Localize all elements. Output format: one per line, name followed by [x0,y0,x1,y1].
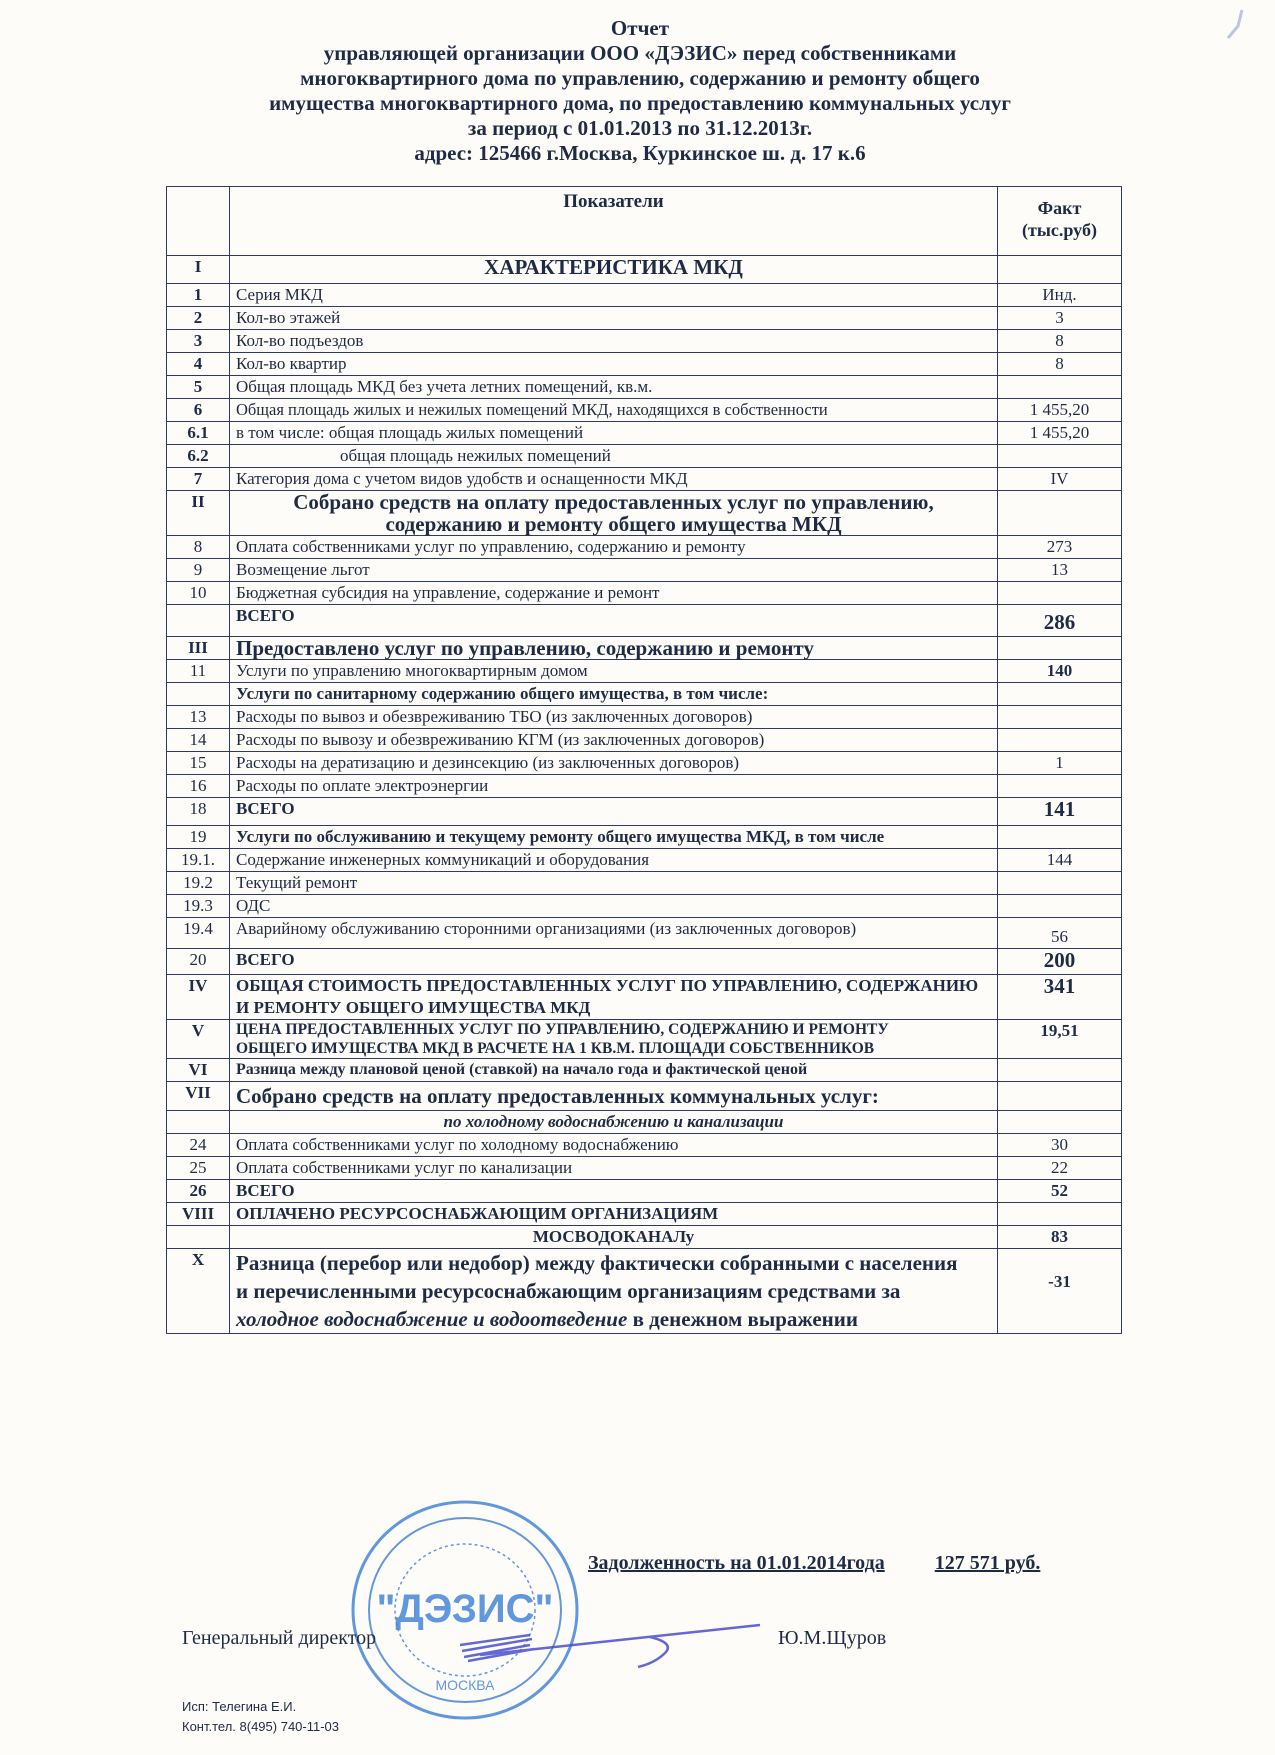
row-label: ВСЕГО [230,605,998,637]
row-value [998,872,1122,895]
table-row-total [167,798,1122,826]
title-line: многоквартирного дома по управлению, содержанию и ремонту общего [300,66,980,90]
table-row [167,683,1122,706]
row-number: 14 [167,729,230,752]
row-number: 4 [167,353,230,376]
table-row [167,399,1122,422]
row-number: 24 [167,1134,230,1157]
row-label: Оплата собственниками услуг по управлению, содержанию и ремонту [230,536,998,559]
table-row-section [167,1082,1122,1111]
row-number: 25 [167,1157,230,1180]
signer-position: Генеральный директор [182,1627,377,1649]
section-title: Собрано средств на оплату предоставленных коммунальных услуг: [230,1082,998,1111]
row-label: ОДС [230,895,998,918]
row-number: X [167,1249,230,1334]
table-row-total [167,1180,1122,1203]
row-number: 5 [167,376,230,399]
table-row-section [167,1249,1122,1334]
row-number [167,1226,230,1249]
table-row [167,849,1122,872]
row-value: 19,51 [998,1020,1122,1059]
row-label-part: Разница (перебор или недобор) между фактически собранными с населения и перечисленными ресурсоснабжающим организациям средствами за [236,1251,958,1303]
row-label: Услуги по обслуживанию и текущему ремонту общего имущества МКД, в том числе [230,826,998,849]
row-label-italic: холодное водоснабжение и водоотведение [236,1307,628,1331]
row-value: -31 [998,1249,1122,1334]
row-value: 273 [998,536,1122,559]
row-value: IV [998,468,1122,491]
table-row [167,1157,1122,1180]
row-label: ЦЕНА ПРЕДОСТАВЛЕННЫХ УСЛУГ ПО УПРАВЛЕНИЮ, СОДЕРЖАНИЮ И РЕМОНТУ ОБЩЕГО ИМУЩЕСТВА МКД В РАСЧЕТЕ НА 1 КВ.М. ПЛОЩАДИ СОБСТВЕННИКОВ [230,1020,998,1059]
row-label: Категория дома с учетом видов удобств и оснащенности МКД [230,468,998,491]
row-value: 200 [998,949,1122,975]
title-line: имущества многоквартирного дома, по предоставлению коммунальных услуг [269,91,1011,115]
table-row-section [167,637,1122,660]
row-value [998,1203,1122,1226]
row-value [998,376,1122,399]
header-fact: Факт (тыс.руб) [998,187,1122,256]
row-number: 19.4 [167,918,230,949]
row-label: Кол-во квартир [230,353,998,376]
report-period: за период с 01.01.2013 по 31.12.2013г. [467,116,813,140]
row-number: 18 [167,798,230,826]
row-number: 19.3 [167,895,230,918]
table-row-subheading [167,1111,1122,1134]
row-label: ВСЕГО [230,1180,998,1203]
row-number: 19.1. [167,849,230,872]
row-number: 19.2 [167,872,230,895]
row-number [167,683,230,706]
row-number: I [167,256,230,284]
row-number: II [167,491,230,536]
row-number: 20 [167,949,230,975]
table-row [167,1226,1122,1249]
table-row [167,660,1122,683]
row-label: ОБЩАЯ СТОИМОСТЬ ПРЕДОСТАВЛЕННЫХ УСЛУГ ПО УПРАВЛЕНИЮ, СОДЕРЖАНИЮ И РЕМОНТУ ОБЩЕГО ИМУЩЕСТВА МКД [230,975,998,1020]
table-row [167,706,1122,729]
row-number: V [167,1020,230,1059]
debt-line [588,1552,1040,1575]
row-label: Серия МКД [230,284,998,307]
row-label: Возмещение льгот [230,559,998,582]
table-row [167,918,1122,949]
row-value: 8 [998,353,1122,376]
table-row-section [167,1203,1122,1226]
row-label: Оплата собственниками услуг по канализации [230,1157,998,1180]
section-title: Собрано средств на оплату предоставленных услуг по управлению, содержанию и ремонту общего имущества МКД [230,491,998,536]
row-value: 22 [998,1157,1122,1180]
table-row [167,559,1122,582]
row-number: 6.2 [167,445,230,468]
table-row-section [167,491,1122,536]
row-label-part: в денежном выражении [627,1307,858,1331]
row-number: 11 [167,660,230,683]
row-label: Расходы по оплате электроэнергии [230,775,998,798]
row-value [998,775,1122,798]
header-indicator: Показатели [230,187,998,256]
row-label: ОПЛАЧЕНО РЕСУРСОСНАБЖАЮЩИМ ОРГАНИЗАЦИЯМ [230,1203,998,1226]
row-label: Кол-во этажей [230,307,998,330]
table-row [167,353,1122,376]
table-row [167,729,1122,752]
debt-amount: 127 571 руб. [934,1552,1041,1574]
row-value: 141 [998,798,1122,826]
executor: Исп: Телегина Е.И. [182,1699,297,1714]
header-number-cell [167,187,230,256]
row-label: Аварийному обслуживанию сторонними организациями (из заключенных договоров) [230,918,998,949]
row-number: 26 [167,1180,230,1203]
row-value: 3 [998,307,1122,330]
row-value [998,706,1122,729]
table-header-row [167,187,1122,256]
table-row [167,422,1122,445]
row-number: 13 [167,706,230,729]
row-value [998,491,1122,536]
row-number: 3 [167,330,230,353]
row-label: Текущий ремонт [230,872,998,895]
row-number: 8 [167,536,230,559]
row-value: 56 [998,918,1122,949]
row-number [167,605,230,637]
table-row-total [167,605,1122,637]
table-row-section [167,975,1122,1020]
table-row [167,536,1122,559]
row-label: Бюджетная субсидия на управление, содержание и ремонт [230,582,998,605]
row-value: 140 [998,660,1122,683]
row-number: IV [167,975,230,1020]
row-value [998,256,1122,284]
table-row-section [167,1020,1122,1059]
section-title [230,1249,998,1334]
handwritten-signature [460,1615,780,1675]
row-label: ВСЕГО [230,949,998,975]
row-value: 13 [998,559,1122,582]
row-label: ВСЕГО [230,798,998,826]
row-number: III [167,637,230,660]
row-value [998,683,1122,706]
row-label: Разница между плановой ценой (ставкой) на начало года и фактической ценой [230,1059,998,1082]
report-title [160,16,1120,166]
row-value: 1 [998,752,1122,775]
section-title: Предоставлено услуг по управлению, содержанию и ремонту [230,637,998,660]
table-row [167,775,1122,798]
table-row [167,307,1122,330]
row-value: 286 [998,605,1122,637]
company-stamp [340,1490,590,1730]
row-number: 19 [167,826,230,849]
row-value [998,582,1122,605]
row-value [998,729,1122,752]
row-label: общая площадь нежилых помещений [230,445,998,468]
debt-label: Задолженность на 01.01.2014года [588,1552,885,1574]
row-number: 6.1 [167,422,230,445]
row-number: VII [167,1082,230,1111]
row-number: 1 [167,284,230,307]
table-row [167,1134,1122,1157]
row-label: Услуги по санитарному содержанию общего имущества, в том числе: [230,683,998,706]
row-value: 1 455,20 [998,422,1122,445]
row-value: Инд. [998,284,1122,307]
table-row-section [167,256,1122,284]
row-label: Услуги по управлению многоквартирным домом [230,660,998,683]
row-number: VIII [167,1203,230,1226]
row-value [998,1111,1122,1134]
table-row [167,1059,1122,1082]
row-value: 341 [998,975,1122,1020]
row-number: 15 [167,752,230,775]
stamp-center-text: "ДЭЗИС" [376,1587,554,1631]
row-label: Расходы по вывоз и обезвреживанию ТБО (из заключенных договоров) [230,706,998,729]
row-label: Кол-во подъездов [230,330,998,353]
section-title: ХАРАКТЕРИСТИКА МКД [230,256,998,284]
row-label: Общая площадь МКД без учета летних помещений, кв.м. [230,376,998,399]
row-label: в том числе: общая площадь жилых помещений [230,422,998,445]
scan-artifact-mark [1220,8,1250,40]
row-number: VI [167,1059,230,1082]
table-row [167,582,1122,605]
row-number: 10 [167,582,230,605]
contact-phone: Конт.тел. 8(495) 740-11-03 [182,1719,340,1734]
table-row [167,445,1122,468]
row-label: Расходы по вывозу и обезвреживанию КГМ (из заключенных договоров) [230,729,998,752]
row-label: Оплата собственниками услуг по холодному водоснабжению [230,1134,998,1157]
table-row [167,872,1122,895]
table-row [167,895,1122,918]
table-row [167,330,1122,353]
report-table [166,186,1122,1334]
row-label: Содержание инженерных коммуникаций и оборудования [230,849,998,872]
row-number: 7 [167,468,230,491]
row-label: по холодному водоснабжению и канализации [230,1111,998,1134]
table-row [167,468,1122,491]
signer-name: Ю.М.Щуров [778,1627,887,1649]
row-value: 52 [998,1180,1122,1203]
table-row-total [167,949,1122,975]
row-number: 6 [167,399,230,422]
report-address: адрес: 125466 г.Москва, Куркинское ш. д. 17 к.6 [414,141,866,165]
row-number: 2 [167,307,230,330]
table-row [167,752,1122,775]
row-number: 9 [167,559,230,582]
row-value: 1 455,20 [998,399,1122,422]
row-value: 144 [998,849,1122,872]
table-row [167,376,1122,399]
title-line: Отчет [610,16,670,40]
row-value [998,637,1122,660]
row-label: Расходы на дератизацию и дезинсекцию (из заключенных договоров) [230,752,998,775]
stamp-ring-text: МОСКВА [435,1677,495,1693]
row-label: Общая площадь жилых и нежилых помещений МКД, находящихся в собственности [230,399,998,422]
row-value: 83 [998,1226,1122,1249]
title-line: управляющей организации ООО «ДЭЗИС» перед собственниками [323,41,957,65]
row-value [998,445,1122,468]
footer-contacts [182,1697,339,1737]
table-row [167,284,1122,307]
row-value [998,1059,1122,1082]
row-value: 30 [998,1134,1122,1157]
row-value: 8 [998,330,1122,353]
row-value [998,826,1122,849]
row-value [998,1082,1122,1111]
table-row [167,826,1122,849]
row-number: 16 [167,775,230,798]
row-number [167,1111,230,1134]
row-value [998,895,1122,918]
row-label: МОСВОДОКАНАЛу [230,1226,998,1249]
